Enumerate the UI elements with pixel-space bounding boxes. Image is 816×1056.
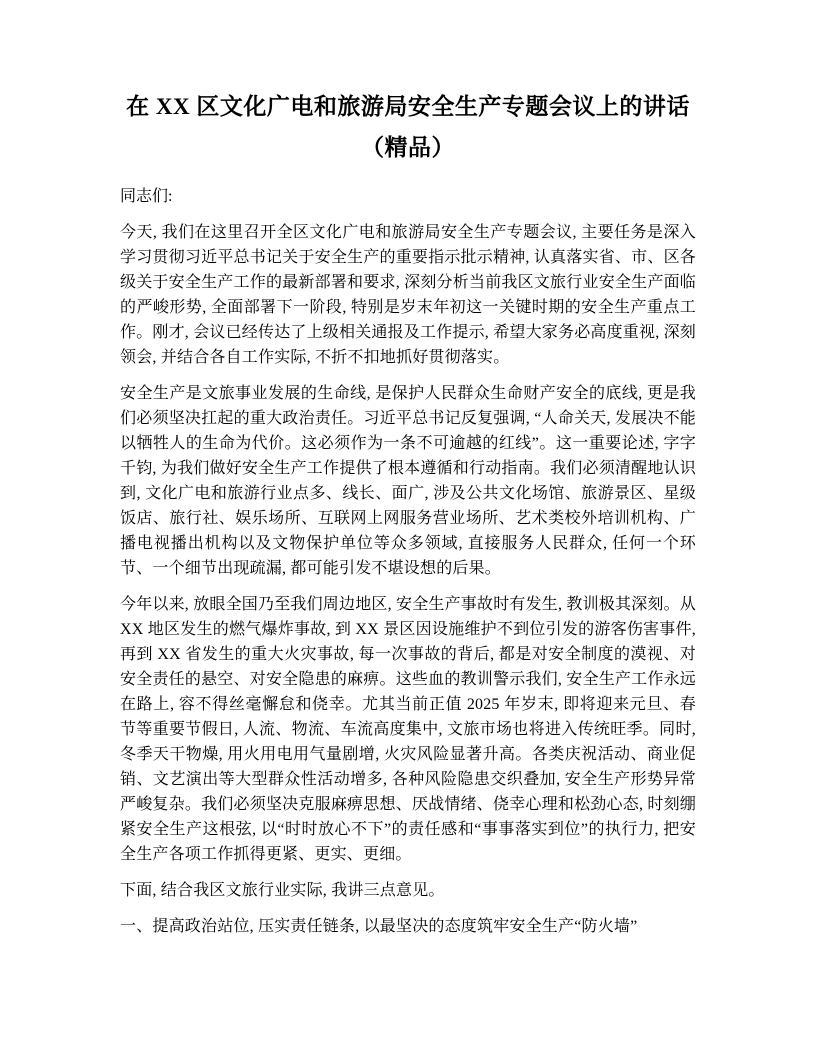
section-heading-1: 一、提高政治站位, 压实责任链条, 以最坚决的态度筑牢安全生产“防火墙” <box>120 918 638 935</box>
transition-line: 下面, 结合我区文旅行业实际, 我讲三点意见。 <box>120 882 445 899</box>
paragraph-opening: 今天, 我们在这里召开全区文化广电和旅游局安全生产专题会议, 主要任务是深入学习贯彻习近平总书记关于安全生产的重要指示批示精神, 认真落实省、市、区各级关于安全生产工作的最新部署和要求, 深刻分析当前我区文旅行业安全生产面临的严峻形势, 全面部署下一阶段, 特别是岁末年初这一关键时期的安全生产重点工作。刚才, 会议已经传达了上级相关通报及工作提示, 希望大家务必高度重视, 深刻领会, 并结合各自工作实际, 不折不扣地抓好贯彻落实。 <box>120 224 697 366</box>
paragraph-significance: 安全生产是文旅事业发展的生命线, 是保护人民群众生命财产安全的底线, 更是我们必须坚决扛起的重大政治责任。习近平总书记反复强调, “人命关天, 发展决不能以牺牲人的生命为代价。这必须作为一条不可逾越的红线”。这一重要论述, 字字千钧, 为我们做好安全生产工作提供了根本遵循和行动指南。我们必须清醒地认识到, 文化广电和旅游行业点多、线长、面广, 涉及公共文化场馆、旅游景区、星级饭店、旅行社、娱乐场所、互联网上网服务营业场所、艺术类校外培训机构、广播电视播出机构以及文物保护单位等众多领域, 直接服务人民群众, 任何一个环节、一个细节出现疏漏, 都可能引发不堪设想的后果。 <box>120 385 696 577</box>
salutation: 同志们: <box>120 188 173 205</box>
paragraph-situation: 今年以来, 放眼全国乃至我们周边地区, 安全生产事故时有发生, 教训极其深刻。从 XX 地区发生的燃气爆炸事故, 到 XX 景区因设施维护不到位引发的游客伤害事件, 再到 XX 省发生的重大火灾事故, 每一次事故的背后, 都是对安全制度的漠视、对安全责任的悬空、对安全隐患的麻痹。这些血的教训警示我们, 安全生产工作永远在路上, 容不得丝毫懈怠和侥幸。尤其当前正值 2025 年岁末, 即将迎来元旦、春节等重要节假日, 人流、物流、车流高度集中, 文旅市场也将进入传统旺季。同时, 冬季天干物燥, 用火用电用气量剧增, 火灾风险显著升高。各类庆祝活动、商业促销、文艺演出等大型群众性活动增多, 各种风险隐患交织叠加, 安全生产形势异常严峻复杂。我们必须坚决克服麻痹思想、厌战情绪、侥幸心理和松劲心态, 时刻绷紧安全生产这根弦, 以“时时放心不下”的责任感和“事事落实到位”的执行力, 把安全生产各项工作抓得更紧、更实、更细。 <box>120 596 697 863</box>
document-title-line-2: （精品） <box>361 135 455 160</box>
document-title <box>120 86 696 168</box>
document-title-line-1: 在 XX 区文化广电和旅游局安全生产专题会议上的讲话 <box>126 94 690 119</box>
